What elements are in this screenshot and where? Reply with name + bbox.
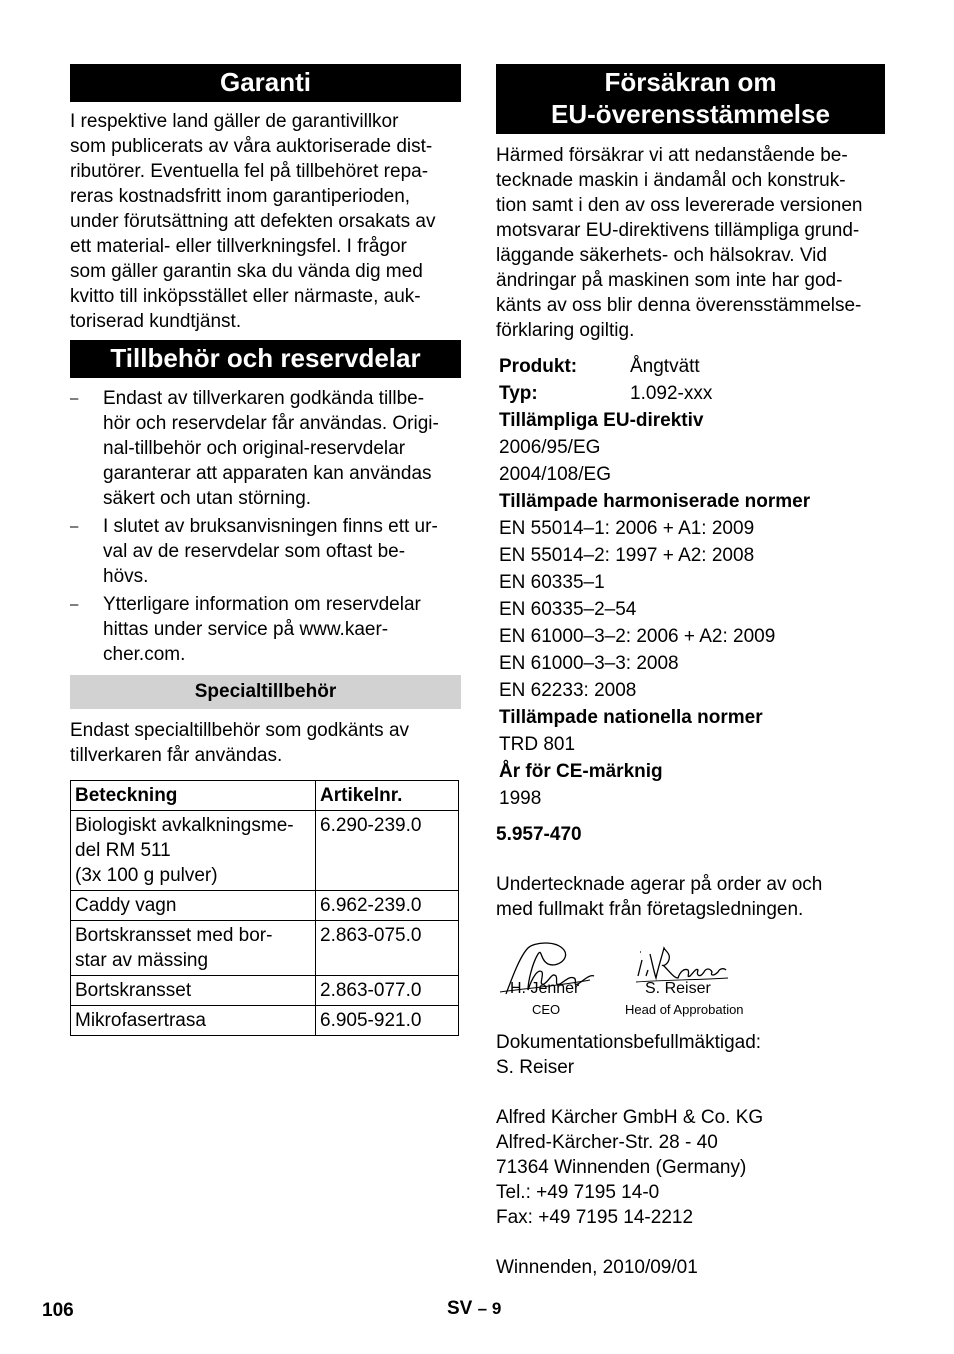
special-text <box>70 718 461 768</box>
text-line: Bortskransset med bor- <box>75 925 273 946</box>
spec-label: Typ: <box>499 383 538 404</box>
text-line: Biologiskt avkalkningsme- <box>75 815 294 836</box>
text-line: cher.com. <box>103 644 186 665</box>
text-line: hittas under service på www.kaer- <box>103 619 389 640</box>
garanti-heading: Garanti <box>70 64 461 102</box>
table-cell <box>71 891 316 921</box>
tillbehor-heading: Tillbehör och reservdelar <box>70 340 461 378</box>
declaration-heading <box>496 64 885 134</box>
signatory-name: S. Reiser <box>645 980 711 997</box>
spec-value: EN 62233: 2008 <box>499 680 637 701</box>
product-spec <box>496 353 885 812</box>
text-line: Alfred Kärcher GmbH & Co. KG <box>496 1107 764 1128</box>
text-line: ributörer. Eventuella fel på tillbehöret repa- <box>70 161 429 182</box>
section-page: – 9 <box>477 1299 502 1318</box>
spec-value: EN 61000–3–2: 2006 + A2: 2009 <box>499 626 776 647</box>
language-code: SV <box>447 1298 473 1319</box>
text-line: känts av oss blir denna överensstämmelse- <box>496 295 862 316</box>
list-item <box>70 514 461 589</box>
text-line: Alfred-Kärcher-Str. 28 - 40 <box>496 1132 718 1153</box>
signatory-title: CEO <box>532 1002 561 1017</box>
text-line: under förutsättning att defekten orsakats av <box>70 211 436 232</box>
table-cell <box>71 976 316 1006</box>
heading-line: Försäkran om <box>604 67 777 97</box>
spec-heading: Tillämpliga EU-direktiv <box>499 410 704 431</box>
table-row <box>71 1006 459 1036</box>
spec-value: 1.092-xxx <box>630 383 713 404</box>
table-cell: 2.863-075.0 <box>316 921 459 976</box>
text-line: ett material- eller tillverkningsfel. I frågor <box>70 236 407 257</box>
company-address <box>496 1105 885 1230</box>
text-line: Caddy vagn <box>75 895 177 916</box>
table-cell: 6.962-239.0 <box>316 891 459 921</box>
text-line: tillverkaren får användas. <box>70 745 283 766</box>
signatory-name: H. Jenner <box>510 980 580 997</box>
dash-bullet: – <box>70 596 79 613</box>
text-line: Ytterligare information om reservdelar <box>103 594 421 615</box>
text-line: med fullmakt från företagsledningen. <box>496 899 804 920</box>
table-cell <box>71 811 316 891</box>
text-line: Tel.: +49 7195 14-0 <box>496 1182 660 1203</box>
text-line: I slutet av bruksanvisningen finns ett ur- <box>103 516 438 537</box>
spec-row-produkt <box>499 353 885 380</box>
list-item <box>70 592 461 667</box>
dash-bullet: – <box>70 518 79 535</box>
garanti-text <box>70 109 461 334</box>
text-line: val av de reservdelar som oftast be- <box>103 541 406 562</box>
list-item <box>70 386 461 511</box>
tillbehor-list <box>70 386 461 667</box>
text-line: motsvarar EU-direktivens tillämpliga grund- <box>496 220 860 241</box>
text-line: I respektive land gäller de garantivillkor <box>70 111 399 132</box>
spec-value: EN 60335–2–54 <box>499 599 637 620</box>
spec-value: 1998 <box>499 788 542 809</box>
heading-line: EU-överensstämmelse <box>551 99 830 129</box>
spec-value: Ångtvätt <box>630 356 700 377</box>
signature-block <box>496 934 885 1034</box>
text-line: Fax: +49 7195 14-2212 <box>496 1207 694 1228</box>
page-number: 106 <box>42 1300 74 1321</box>
dash-bullet: – <box>70 390 79 407</box>
table-header-row <box>71 781 459 811</box>
text-line: Endast specialtillbehör som godkänts av <box>70 720 410 741</box>
text-line: garanterar att apparaten kan användas <box>103 463 432 484</box>
right-column <box>496 64 885 1280</box>
table-cell: 6.905-921.0 <box>316 1006 459 1036</box>
text-line: ändringar på maskinen som inte har god- <box>496 270 843 291</box>
table-row <box>71 976 459 1006</box>
table-cell <box>71 1006 316 1036</box>
text-line: hör och reservdelar får användas. Origi- <box>103 413 439 434</box>
spec-label: Produkt: <box>499 356 578 377</box>
spec-value: EN 55014–2: 1997 + A2: 2008 <box>499 545 755 566</box>
spec-value: EN 60335–1 <box>499 572 605 593</box>
signatory-title: Head of Approbation <box>625 1002 744 1017</box>
text-line: Härmed försäkrar vi att nedanstående be- <box>496 145 848 166</box>
table-row <box>71 811 459 891</box>
text-line: hövs. <box>103 566 149 587</box>
text-line: del RM 511 <box>75 840 171 861</box>
special-heading: Specialtillbehör <box>70 675 461 709</box>
spec-value: EN 61000–3–3: 2008 <box>499 653 679 674</box>
signed-text <box>496 872 885 922</box>
text-line: (3x 100 g pulver) <box>75 865 218 886</box>
declaration-intro <box>496 143 885 343</box>
column-header: Beteckning <box>71 781 316 811</box>
text-line: som publicerats av våra auktoriserade dist- <box>70 136 433 157</box>
table-cell: 2.863-077.0 <box>316 976 459 1006</box>
spec-value: 2006/95/EG <box>499 437 601 458</box>
text-line: Undertecknade agerar på order av och <box>496 874 823 895</box>
text-line: kvitto till inköpsstället eller närmaste, auk- <box>70 286 421 307</box>
text-line: tion samt i den av oss levererade versionen <box>496 195 863 216</box>
accessories-table <box>70 780 459 1036</box>
table-cell: 6.290-239.0 <box>316 811 459 891</box>
text-line: Dokumentationsbefullmäktigad: <box>496 1032 762 1053</box>
text-line: 71364 Winnenden (Germany) <box>496 1157 747 1178</box>
text-line: som gäller garantin ska du vända dig med <box>70 261 423 282</box>
place-date: Winnenden, 2010/09/01 <box>496 1257 698 1278</box>
text-line: nal-tillbehör och original-reservdelar <box>103 438 406 459</box>
spec-value: TRD 801 <box>499 734 576 755</box>
table-row <box>71 891 459 921</box>
text-line: Endast av tillverkaren godkända tillbe- <box>103 388 425 409</box>
text-line: Mikrofasertrasa <box>75 1010 206 1031</box>
text-line: förklaring ogiltig. <box>496 320 635 341</box>
spec-heading: År för CE-märknig <box>499 761 663 782</box>
spec-value: 2004/108/EG <box>499 464 611 485</box>
column-header: Artikelnr. <box>316 781 459 811</box>
document-number: 5.957-470 <box>496 824 582 845</box>
text-line: tecknade maskin i ändamål och konstruk- <box>496 170 846 191</box>
section-footer <box>447 1296 501 1321</box>
text-line: reras kostnadsfritt inom garantiperioden, <box>70 186 411 207</box>
text-line: Bortskransset <box>75 980 192 1001</box>
text-line: läggande säkerhets- och hälsokrav. Vid <box>496 245 827 266</box>
left-column <box>70 64 461 1036</box>
text-line: star av mässing <box>75 950 209 971</box>
table-cell <box>71 921 316 976</box>
spec-heading: Tillämpade nationella normer <box>499 707 763 728</box>
text-line: S. Reiser <box>496 1057 575 1078</box>
spec-row-typ <box>499 380 885 407</box>
text-line: säkert och utan störning. <box>103 488 312 509</box>
spec-value: EN 55014–1: 2006 + A1: 2009 <box>499 518 755 539</box>
table-row <box>71 921 459 976</box>
spec-heading: Tillämpade harmoniserade normer <box>499 491 811 512</box>
documentation-authority <box>496 1030 885 1080</box>
text-line: toriserad kundtjänst. <box>70 311 242 332</box>
